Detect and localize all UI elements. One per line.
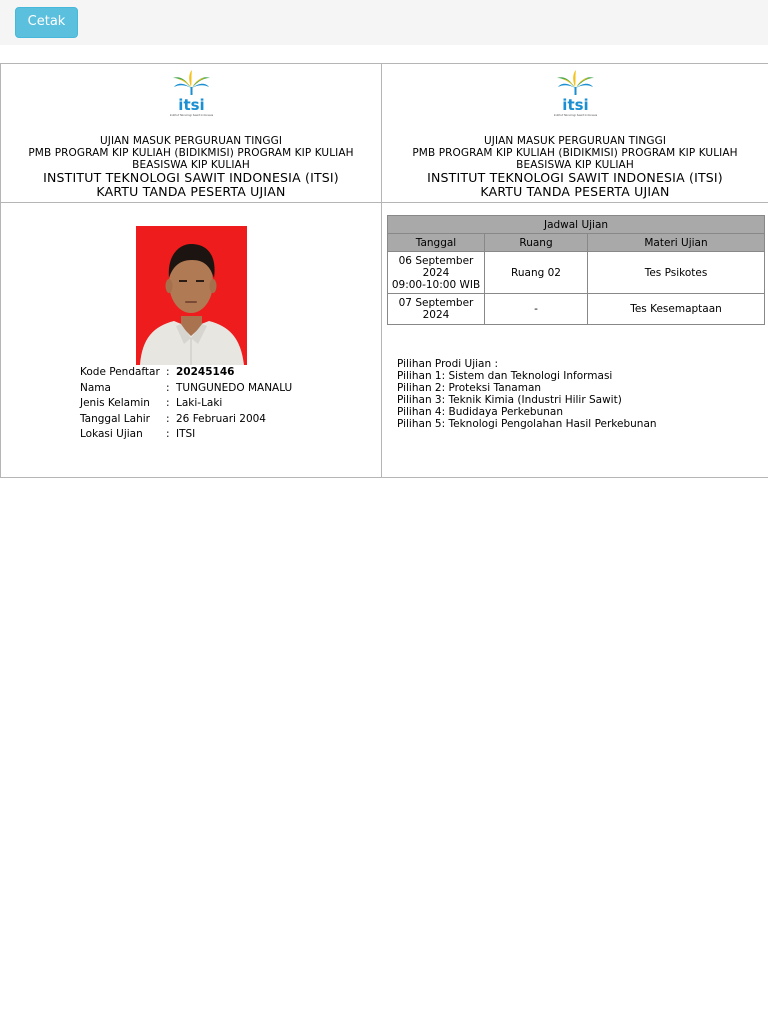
schedule-subject: Tes Kesemaptaan [588,294,765,325]
toolbar [0,0,768,45]
institution-name: INSTITUT TEKNOLOGI SAWIT INDONESIA (ITSI) [427,170,723,185]
info-row [80,396,292,412]
table-row [388,252,765,294]
time-text: 09:00-10:00 WIB [391,278,481,291]
program-heading: PMB PROGRAM KIP KULIAH (BIDIKMISI) PROGRAM KIP KULIAH [412,147,738,159]
schedule-room: - [485,294,588,325]
svg-text:Institut Teknologi Sawit Indon: Institut Teknologi Sawit Indonesia [553,114,597,117]
card-header-left [1,64,382,203]
scholarship-heading: BEASISWA KIP KULIAH [516,159,634,171]
schedule-subject: Tes Psikotes [588,252,765,294]
list-item: Pilihan 2: Proteksi Tanaman [397,382,542,394]
info-row [80,381,292,397]
list-item: Pilihan 5: Teknologi Pengolahan Hasil Perkebunan [397,418,657,430]
exam-location: ITSI [176,428,196,440]
participant-photo [136,226,247,365]
info-label: Kode Pendaftar [80,366,160,378]
info-colon: : [166,397,170,409]
institution-name: INSTITUT TEKNOLOGI SAWIT INDONESIA (ITSI) [43,170,339,185]
svg-text:Institut Teknologi Sawit Indon: Institut Teknologi Sawit Indonesia [169,114,213,117]
info-label: Tanggal Lahir [80,412,150,425]
column-header-subject: Materi Ujian [588,234,765,252]
info-colon: : [166,366,170,378]
schedule-panel [382,203,768,478]
list-item: Pilihan 4: Budidaya Perkebunan [397,406,563,418]
info-colon: : [166,412,170,425]
column-header-date: Tanggal [388,234,485,252]
table-row [388,294,765,325]
date-text: 06 September 2024 [398,254,474,279]
card-title: KARTU TANDA PESERTA UJIAN [96,184,286,199]
schedule-room: Ruang 02 [485,252,588,294]
registration-code: 20245146 [176,366,235,378]
info-label: Jenis Kelamin [80,397,150,409]
info-label: Nama [80,381,111,394]
card-title: KARTU TANDA PESERTA UJIAN [480,184,670,199]
program-choices-heading: Pilihan Prodi Ujian : [397,358,498,370]
schedule-date [388,294,485,325]
info-colon: : [166,428,170,440]
svg-text:itsi: itsi [177,96,205,114]
program-choices [397,358,657,430]
info-row [80,412,292,428]
list-item: Pilihan 3: Teknik Kimia (Industri Hilir Sawit) [397,394,622,406]
program-heading: PMB PROGRAM KIP KULIAH (BIDIKMISI) PROGRAM KIP KULIAH [28,147,354,159]
column-header-room: Ruang [485,234,588,252]
info-label: Lokasi Ujian [80,428,143,440]
participant-info [80,365,292,443]
info-row [80,365,292,381]
exam-heading: UJIAN MASUK PERGURUAN TINGGI [483,135,667,147]
participant-birthdate: 26 Februari 2004 [176,412,266,425]
card-header-right [382,64,768,203]
date-text: 07 September 2024 [398,297,474,321]
participant-gender: Laki-Laki [176,397,223,409]
schedule-table [387,215,765,325]
info-row [80,427,292,443]
schedule-title: Jadwal Ujian [388,216,765,234]
schedule-date [388,252,485,294]
exam-heading: UJIAN MASUK PERGURUAN TINGGI [99,135,283,147]
exam-card [0,63,768,478]
svg-text:itsi: itsi [561,96,589,114]
itsi-logo [167,66,216,126]
itsi-logo [551,66,600,126]
scholarship-heading: BEASISWA KIP KULIAH [132,159,250,171]
participant-panel [1,203,382,478]
list-item: Pilihan 1: Sistem dan Teknologi Informasi [397,370,613,382]
participant-name: TUNGUNEDO MANALU [176,381,293,394]
print-button[interactable]: Cetak [15,7,78,38]
info-colon: : [166,381,170,394]
